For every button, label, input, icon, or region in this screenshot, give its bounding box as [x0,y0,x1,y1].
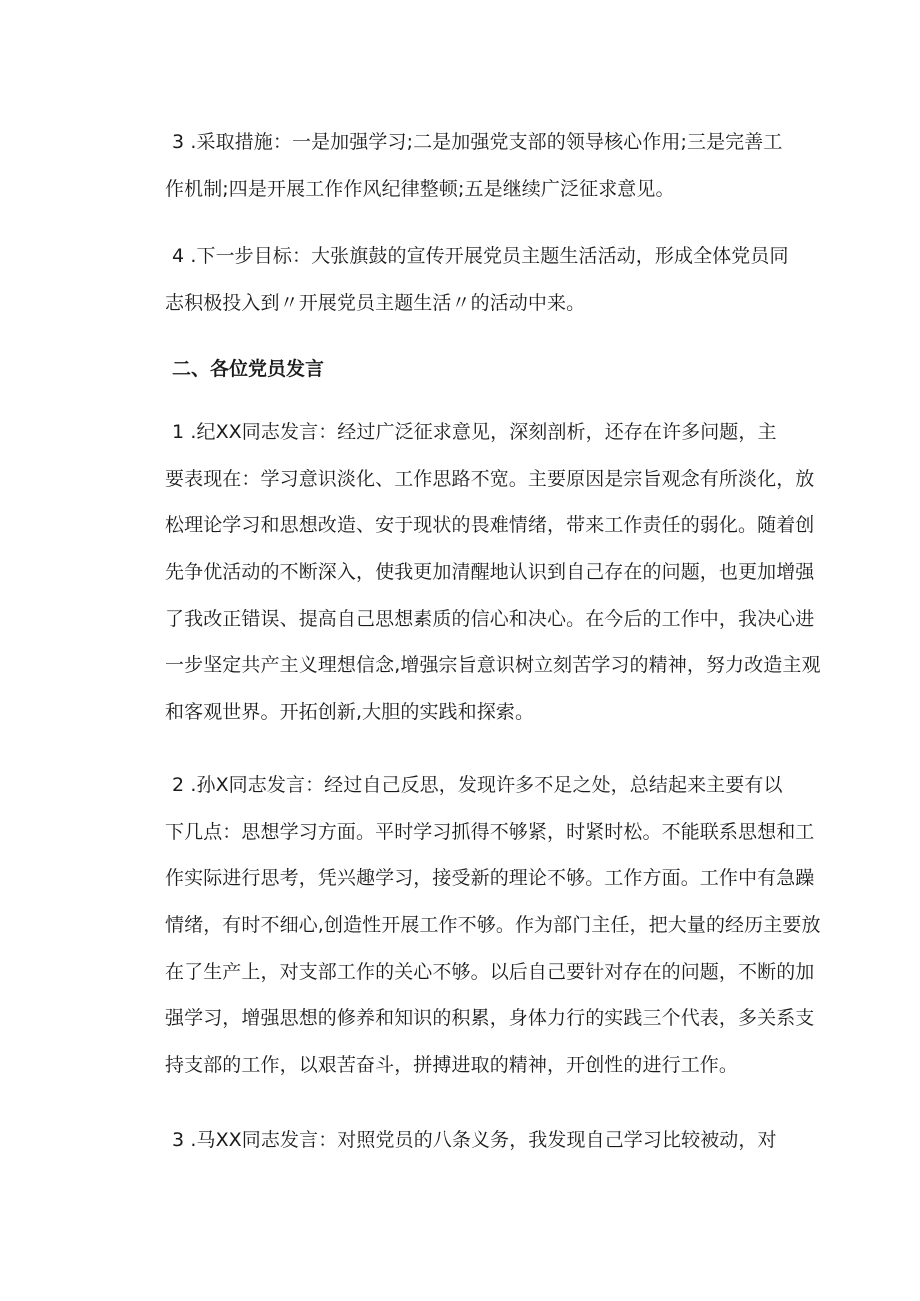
paragraph-line: 先争优活动的不断深入，使我更加清醒地认识到自己存在的问题，也更加增强 [165,561,815,584]
paragraph-line: 作实际进行思考，凭兴趣学习，接受新的理论不够。工作方面。工作中有急躁 [165,867,815,890]
paragraph-line: 一步坚定共产主义理想信念,增强宗旨意识树立刻苦学习的精神，努力改造主观 [165,654,821,677]
paragraph-line: 4 .下一步目标：大张旗鼓的宣传开展党员主题生活活动，形成全体党员同 [172,245,789,267]
speech-sun [165,762,821,1089]
paragraph-line: 在了生产上，对支部工作的关心不够。以后自己要针对存在的问题，不断的加 [165,960,815,983]
paragraph-line: 2 .孙X同志发言：经过自己反思，发现许多不足之处，总结起来主要有以 [172,774,783,796]
paragraph-line: 和客观世界。开拓创新,大胆的实践和探索。 [165,701,535,724]
paragraph-line: 松理论学习和思想改造、安于现状的畏难情绪，带来工作责任的弱化。随着创 [165,514,815,537]
paragraph-line: 1 .纪XX同志发言：经过广泛征求意见，深刻剖析，还存在许多问题，主 [172,421,777,443]
paragraph-line: 持支部的工作，以艰苦奋斗，拼搏进取的精神，开创性的进行工作。 [165,1054,739,1077]
paragraph-next-goal [165,233,792,326]
paragraph-line: 3 .马XX同志发言：对照党员的八条义务，我发现自己学习比较被动，对 [172,1129,777,1151]
speech-ji [165,409,821,736]
paragraph-line: 情绪，有时不细心,创造性开展工作不够。作为部门主任，把大量的经历主要放 [165,914,821,937]
paragraph-line: 了我改正错误、提高自己思想素质的信心和决心。在今后的工作中，我决心进 [165,607,815,630]
section-heading: 二、各位党员发言 [172,358,325,380]
paragraph-measures [165,119,792,212]
paragraph-line: 志积极投入到〃开展党员主题生活〃的活动中来。 [165,291,586,314]
speech-ma [172,1117,792,1164]
paragraph-line: 作机制;四是开展工作作风纪律整顿;五是继续广泛征求意见。 [165,177,675,200]
paragraph-line: 强学习，增强思想的修养和知识的积累，身体力行的实践三个代表，多关系支 [165,1007,815,1030]
paragraph-line: 3 .采取措施：一是加强学习;二是加强党支部的领导核心作用;三是完善工 [172,131,783,153]
paragraph-line: 要表现在：学习意识淡化、工作思路不宽。主要原因是宗旨观念有所淡化，放 [165,467,815,490]
paragraph-line: 下几点：思想学习方面。平时学习抓得不够紧，时紧时松。不能联系思想和工 [165,820,815,843]
